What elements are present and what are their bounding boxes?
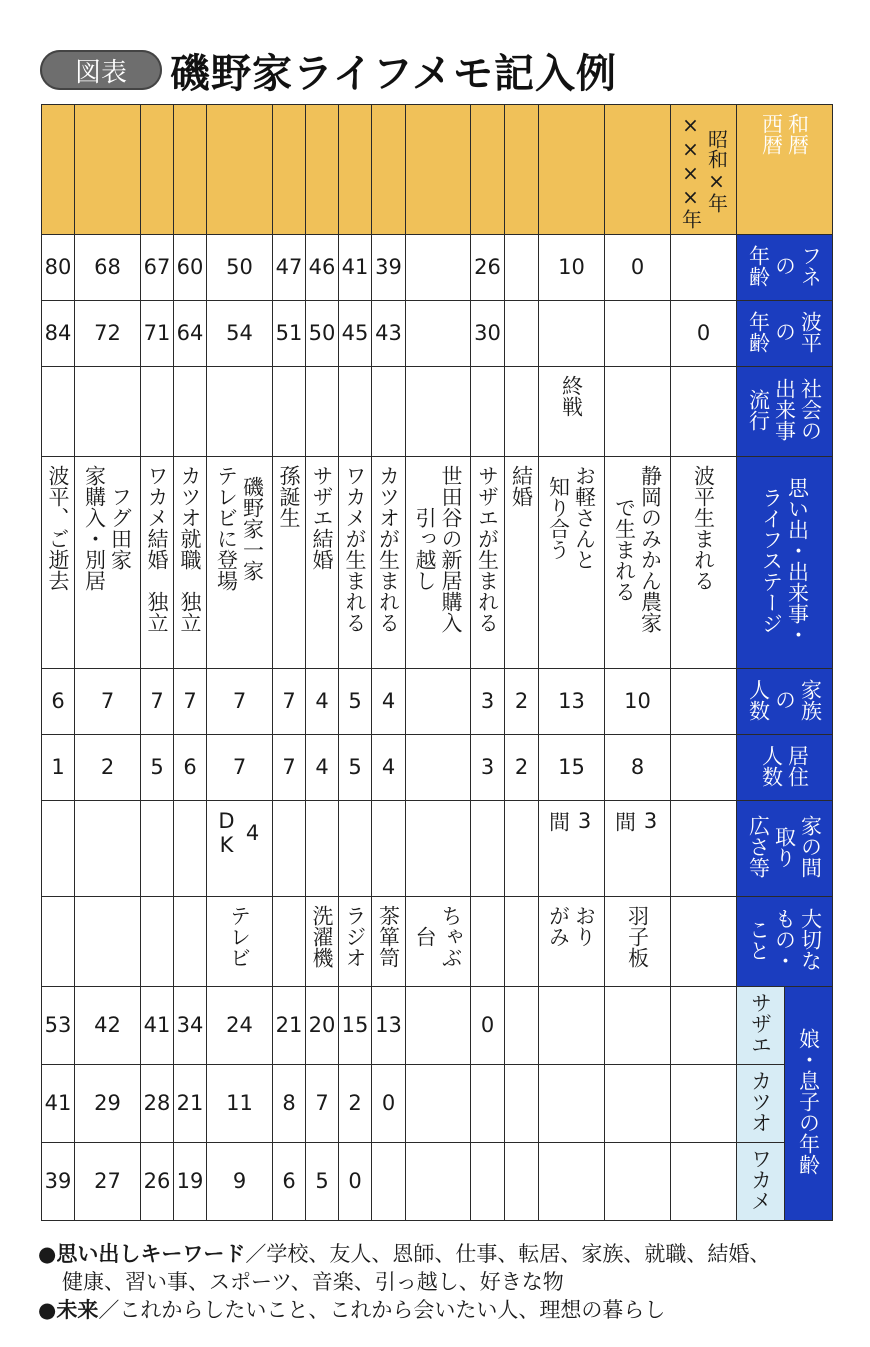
family-count-cell: 10 <box>605 669 671 735</box>
fune-age-cell: 80 <box>42 235 75 301</box>
life-cell: 結婚 <box>505 457 539 669</box>
legend-future-text: ／これからしたいこと、これから会いたい人、理想の暮らし <box>98 1298 666 1322</box>
wakame-age-cell <box>605 1143 671 1221</box>
resident-count-label: 居住 人数 <box>737 735 833 801</box>
layout-cell: 4 DK <box>207 801 273 897</box>
treasure-cell <box>141 897 174 987</box>
fune-age-cell: 39 <box>372 235 406 301</box>
wakame-age-row <box>42 1143 833 1221</box>
resident-count-cell: 5 <box>339 735 372 801</box>
life-cell: ワカメが生まれる <box>339 457 372 669</box>
social-label: 社会の 出来事 流行 <box>737 367 833 457</box>
life-cell: 波平生まれる <box>671 457 737 669</box>
resident-count-cell: 8 <box>605 735 671 801</box>
family-count-cell <box>406 669 471 735</box>
sazae-age-cell: 42 <box>75 987 141 1065</box>
layout-cell <box>471 801 505 897</box>
era-cell <box>406 105 471 235</box>
katsuo-label: カツオ <box>737 1065 785 1143</box>
era-cell <box>539 105 605 235</box>
namihei-age-cell <box>605 301 671 367</box>
sazae-age-cell <box>505 987 539 1065</box>
sazae-age-cell: 34 <box>174 987 207 1065</box>
treasure-cell <box>75 897 141 987</box>
fune-age-cell: 68 <box>75 235 141 301</box>
life-cell: ワカメ結婚 独立 <box>141 457 174 669</box>
life-cell: カツオが生まれる <box>372 457 406 669</box>
namihei-age-cell: 50 <box>306 301 339 367</box>
life-cell: カツオ就職 独立 <box>174 457 207 669</box>
sazae-age-cell: 20 <box>306 987 339 1065</box>
resident-count-cell: 7 <box>207 735 273 801</box>
wakame-age-cell <box>539 1143 605 1221</box>
layout-cell <box>339 801 372 897</box>
layout-cell <box>141 801 174 897</box>
fune-age-cell <box>505 235 539 301</box>
layout-cell <box>671 801 737 897</box>
fune-age-label: フネ の 年齢 <box>737 235 833 301</box>
katsuo-age-cell: 21 <box>174 1065 207 1143</box>
treasure-cell <box>174 897 207 987</box>
sazae-age-cell <box>605 987 671 1065</box>
family-count-cell: 7 <box>141 669 174 735</box>
social-cell <box>306 367 339 457</box>
family-count-cell: 7 <box>273 669 306 735</box>
era-cell <box>273 105 306 235</box>
era-cell <box>505 105 539 235</box>
resident-count-cell: 1 <box>42 735 75 801</box>
title-row <box>40 42 617 98</box>
title-badge: 図表 <box>40 50 162 90</box>
family-count-cell: 6 <box>42 669 75 735</box>
life-memo-table <box>41 104 833 1221</box>
layout-cell <box>273 801 306 897</box>
family-count-cell: 7 <box>174 669 207 735</box>
namihei-age-cell <box>539 301 605 367</box>
family-count-cell: 13 <box>539 669 605 735</box>
namihei-age-cell: 30 <box>471 301 505 367</box>
fune-age-cell: 67 <box>141 235 174 301</box>
family-count-cell: 4 <box>372 669 406 735</box>
fune-age-cell: 47 <box>273 235 306 301</box>
resident-count-cell: 4 <box>306 735 339 801</box>
layout-cell <box>505 801 539 897</box>
legend-future-label: ●未来 <box>38 1298 99 1322</box>
resident-count-cell: 2 <box>75 735 141 801</box>
katsuo-age-cell <box>505 1065 539 1143</box>
sazae-age-cell: 21 <box>273 987 306 1065</box>
life-cell: フグ田家 家購入・別居 <box>75 457 141 669</box>
resident-count-cell: 15 <box>539 735 605 801</box>
social-cell: 終戦 <box>539 367 605 457</box>
fune-age-cell: 10 <box>539 235 605 301</box>
sazae-label: サザエ <box>737 987 785 1065</box>
katsuo-age-cell: 0 <box>372 1065 406 1143</box>
life-cell: 波平、ご逝去 <box>42 457 75 669</box>
namihei-age-cell: 71 <box>141 301 174 367</box>
wakame-age-cell: 5 <box>306 1143 339 1221</box>
namihei-age-cell: 72 <box>75 301 141 367</box>
legend <box>38 1240 858 1324</box>
katsuo-age-cell <box>605 1065 671 1143</box>
children-age-group-label: 娘・息子の年齢 <box>785 987 833 1221</box>
family-count-cell: 4 <box>306 669 339 735</box>
sazae-age-cell <box>671 987 737 1065</box>
katsuo-age-cell: 8 <box>273 1065 306 1143</box>
social-cell <box>273 367 306 457</box>
social-cell <box>671 367 737 457</box>
sazae-age-cell: 53 <box>42 987 75 1065</box>
family-count-cell: 7 <box>207 669 273 735</box>
social-cell <box>505 367 539 457</box>
namihei-age-cell: 43 <box>372 301 406 367</box>
family-count-label: 家族 の 人数 <box>737 669 833 735</box>
treasure-cell: 洗濯機 <box>306 897 339 987</box>
social-cell <box>42 367 75 457</box>
treasure-row <box>42 897 833 987</box>
wakame-age-cell <box>406 1143 471 1221</box>
social-row <box>42 367 833 457</box>
resident-count-cell: 6 <box>174 735 207 801</box>
social-cell <box>75 367 141 457</box>
legend-keyword-label: ●思い出しキーワード <box>38 1242 246 1266</box>
legend-keyword-text-2: 健康、習い事、スポーツ、音楽、引っ越し、好きな物 <box>62 1270 564 1294</box>
fune-age-cell: 46 <box>306 235 339 301</box>
namihei-age-cell <box>505 301 539 367</box>
sazae-age-cell: 15 <box>339 987 372 1065</box>
treasure-cell: ちゃぶ 台 <box>406 897 471 987</box>
life-cell: 磯野家一家 テレビに登場 <box>207 457 273 669</box>
treasure-cell: テレビ <box>207 897 273 987</box>
sazae-age-cell: 13 <box>372 987 406 1065</box>
namihei-age-cell: 45 <box>339 301 372 367</box>
katsuo-age-cell: 2 <box>339 1065 372 1143</box>
layout-cell: 3 間 <box>539 801 605 897</box>
katsuo-age-cell <box>671 1065 737 1143</box>
wakame-age-cell <box>372 1143 406 1221</box>
treasure-label: 大切な もの・ こと <box>737 897 833 987</box>
fune-age-cell: 60 <box>174 235 207 301</box>
namihei-age-row <box>42 301 833 367</box>
namihei-age-cell <box>406 301 471 367</box>
resident-count-cell <box>671 735 737 801</box>
era-cell <box>372 105 406 235</box>
layout-label: 家の間 取り 広さ等 <box>737 801 833 897</box>
family-count-cell: 3 <box>471 669 505 735</box>
katsuo-age-cell: 28 <box>141 1065 174 1143</box>
fune-age-row <box>42 235 833 301</box>
fune-age-cell <box>671 235 737 301</box>
katsuo-age-cell: 41 <box>42 1065 75 1143</box>
life-label: 思い出・出来事・ ライフステージ <box>737 457 833 669</box>
wakame-age-cell <box>671 1143 737 1221</box>
resident-count-cell: 5 <box>141 735 174 801</box>
treasure-cell: おり がみ <box>539 897 605 987</box>
layout-cell <box>42 801 75 897</box>
sazae-age-cell <box>539 987 605 1065</box>
family-count-cell: 5 <box>339 669 372 735</box>
life-cell: 世田谷の新居購入 引っ越し <box>406 457 471 669</box>
era-cell <box>671 105 737 235</box>
namihei-age-cell: 51 <box>273 301 306 367</box>
family-count-cell <box>671 669 737 735</box>
era-cell <box>306 105 339 235</box>
life-cell: 静岡のみかん農家 で生まれる <box>605 457 671 669</box>
sazae-age-row <box>42 987 833 1065</box>
namihei-age-label: 波平 の 年齢 <box>737 301 833 367</box>
family-count-row <box>42 669 833 735</box>
sazae-age-cell: 41 <box>141 987 174 1065</box>
resident-count-cell <box>406 735 471 801</box>
treasure-cell <box>273 897 306 987</box>
layout-row <box>42 801 833 897</box>
family-count-cell: 2 <box>505 669 539 735</box>
katsuo-age-row <box>42 1065 833 1143</box>
treasure-cell: ラジオ <box>339 897 372 987</box>
namihei-age-cell: 84 <box>42 301 75 367</box>
family-count-cell: 7 <box>75 669 141 735</box>
social-cell <box>174 367 207 457</box>
namihei-age-cell: 64 <box>174 301 207 367</box>
life-cell: サザエが生まれる <box>471 457 505 669</box>
katsuo-age-cell: 29 <box>75 1065 141 1143</box>
resident-count-cell: 3 <box>471 735 505 801</box>
era-cell <box>207 105 273 235</box>
katsuo-age-cell <box>539 1065 605 1143</box>
namihei-age-cell: 0 <box>671 301 737 367</box>
resident-count-cell: 7 <box>273 735 306 801</box>
treasure-cell <box>42 897 75 987</box>
social-cell <box>339 367 372 457</box>
fune-age-cell: 41 <box>339 235 372 301</box>
layout-cell <box>174 801 207 897</box>
sazae-age-cell <box>406 987 471 1065</box>
katsuo-age-cell: 11 <box>207 1065 273 1143</box>
katsuo-age-cell: 7 <box>306 1065 339 1143</box>
era-label: 和暦 西暦 <box>737 105 833 235</box>
life-cell: サザエ結婚 <box>306 457 339 669</box>
resident-count-cell: 2 <box>505 735 539 801</box>
wakame-age-cell: 0 <box>339 1143 372 1221</box>
era-cell <box>174 105 207 235</box>
layout-cell <box>306 801 339 897</box>
social-cell <box>605 367 671 457</box>
layout-cell <box>75 801 141 897</box>
treasure-cell: 茶箪笥 <box>372 897 406 987</box>
wakame-age-cell <box>505 1143 539 1221</box>
page-title: 磯野家ライフメモ記入例 <box>170 50 617 97</box>
social-cell <box>141 367 174 457</box>
legend-keyword-text-1: ／学校、友人、恩師、仕事、転居、家族、就職、結婚、 <box>245 1242 771 1266</box>
legend-line-1 <box>38 1240 858 1268</box>
life-cell: お軽さんと 知り合う <box>539 457 605 669</box>
fune-age-cell: 50 <box>207 235 273 301</box>
life-cell: 孫誕生 <box>273 457 306 669</box>
katsuo-age-cell <box>471 1065 505 1143</box>
fune-age-cell <box>406 235 471 301</box>
social-cell <box>372 367 406 457</box>
wakame-age-cell <box>471 1143 505 1221</box>
era-cell <box>471 105 505 235</box>
wakame-age-cell: 9 <box>207 1143 273 1221</box>
treasure-cell <box>471 897 505 987</box>
legend-line-2 <box>38 1296 858 1324</box>
era-cell <box>141 105 174 235</box>
katsuo-age-cell <box>406 1065 471 1143</box>
sazae-age-cell: 0 <box>471 987 505 1065</box>
treasure-cell: 羽子板 <box>605 897 671 987</box>
fune-age-cell: 0 <box>605 235 671 301</box>
layout-cell: 3 間 <box>605 801 671 897</box>
wakame-age-cell: 39 <box>42 1143 75 1221</box>
wakame-label: ワカメ <box>737 1143 785 1221</box>
treasure-cell <box>505 897 539 987</box>
life-row <box>42 457 833 669</box>
wakame-age-cell: 26 <box>141 1143 174 1221</box>
wakame-age-cell: 6 <box>273 1143 306 1221</box>
fune-age-cell: 26 <box>471 235 505 301</box>
social-cell <box>471 367 505 457</box>
era-cell <box>339 105 372 235</box>
era-cell <box>605 105 671 235</box>
era-cell <box>75 105 141 235</box>
layout-cell <box>406 801 471 897</box>
layout-cell <box>372 801 406 897</box>
resident-count-row <box>42 735 833 801</box>
era-value: 昭和×年 ××××年 <box>678 113 729 229</box>
era-row <box>42 105 833 235</box>
treasure-cell <box>671 897 737 987</box>
namihei-age-cell: 54 <box>207 301 273 367</box>
wakame-age-cell: 19 <box>174 1143 207 1221</box>
social-cell <box>207 367 273 457</box>
social-cell <box>406 367 471 457</box>
era-cell <box>42 105 75 235</box>
sazae-age-cell: 24 <box>207 987 273 1065</box>
resident-count-cell: 4 <box>372 735 406 801</box>
wakame-age-cell: 27 <box>75 1143 141 1221</box>
